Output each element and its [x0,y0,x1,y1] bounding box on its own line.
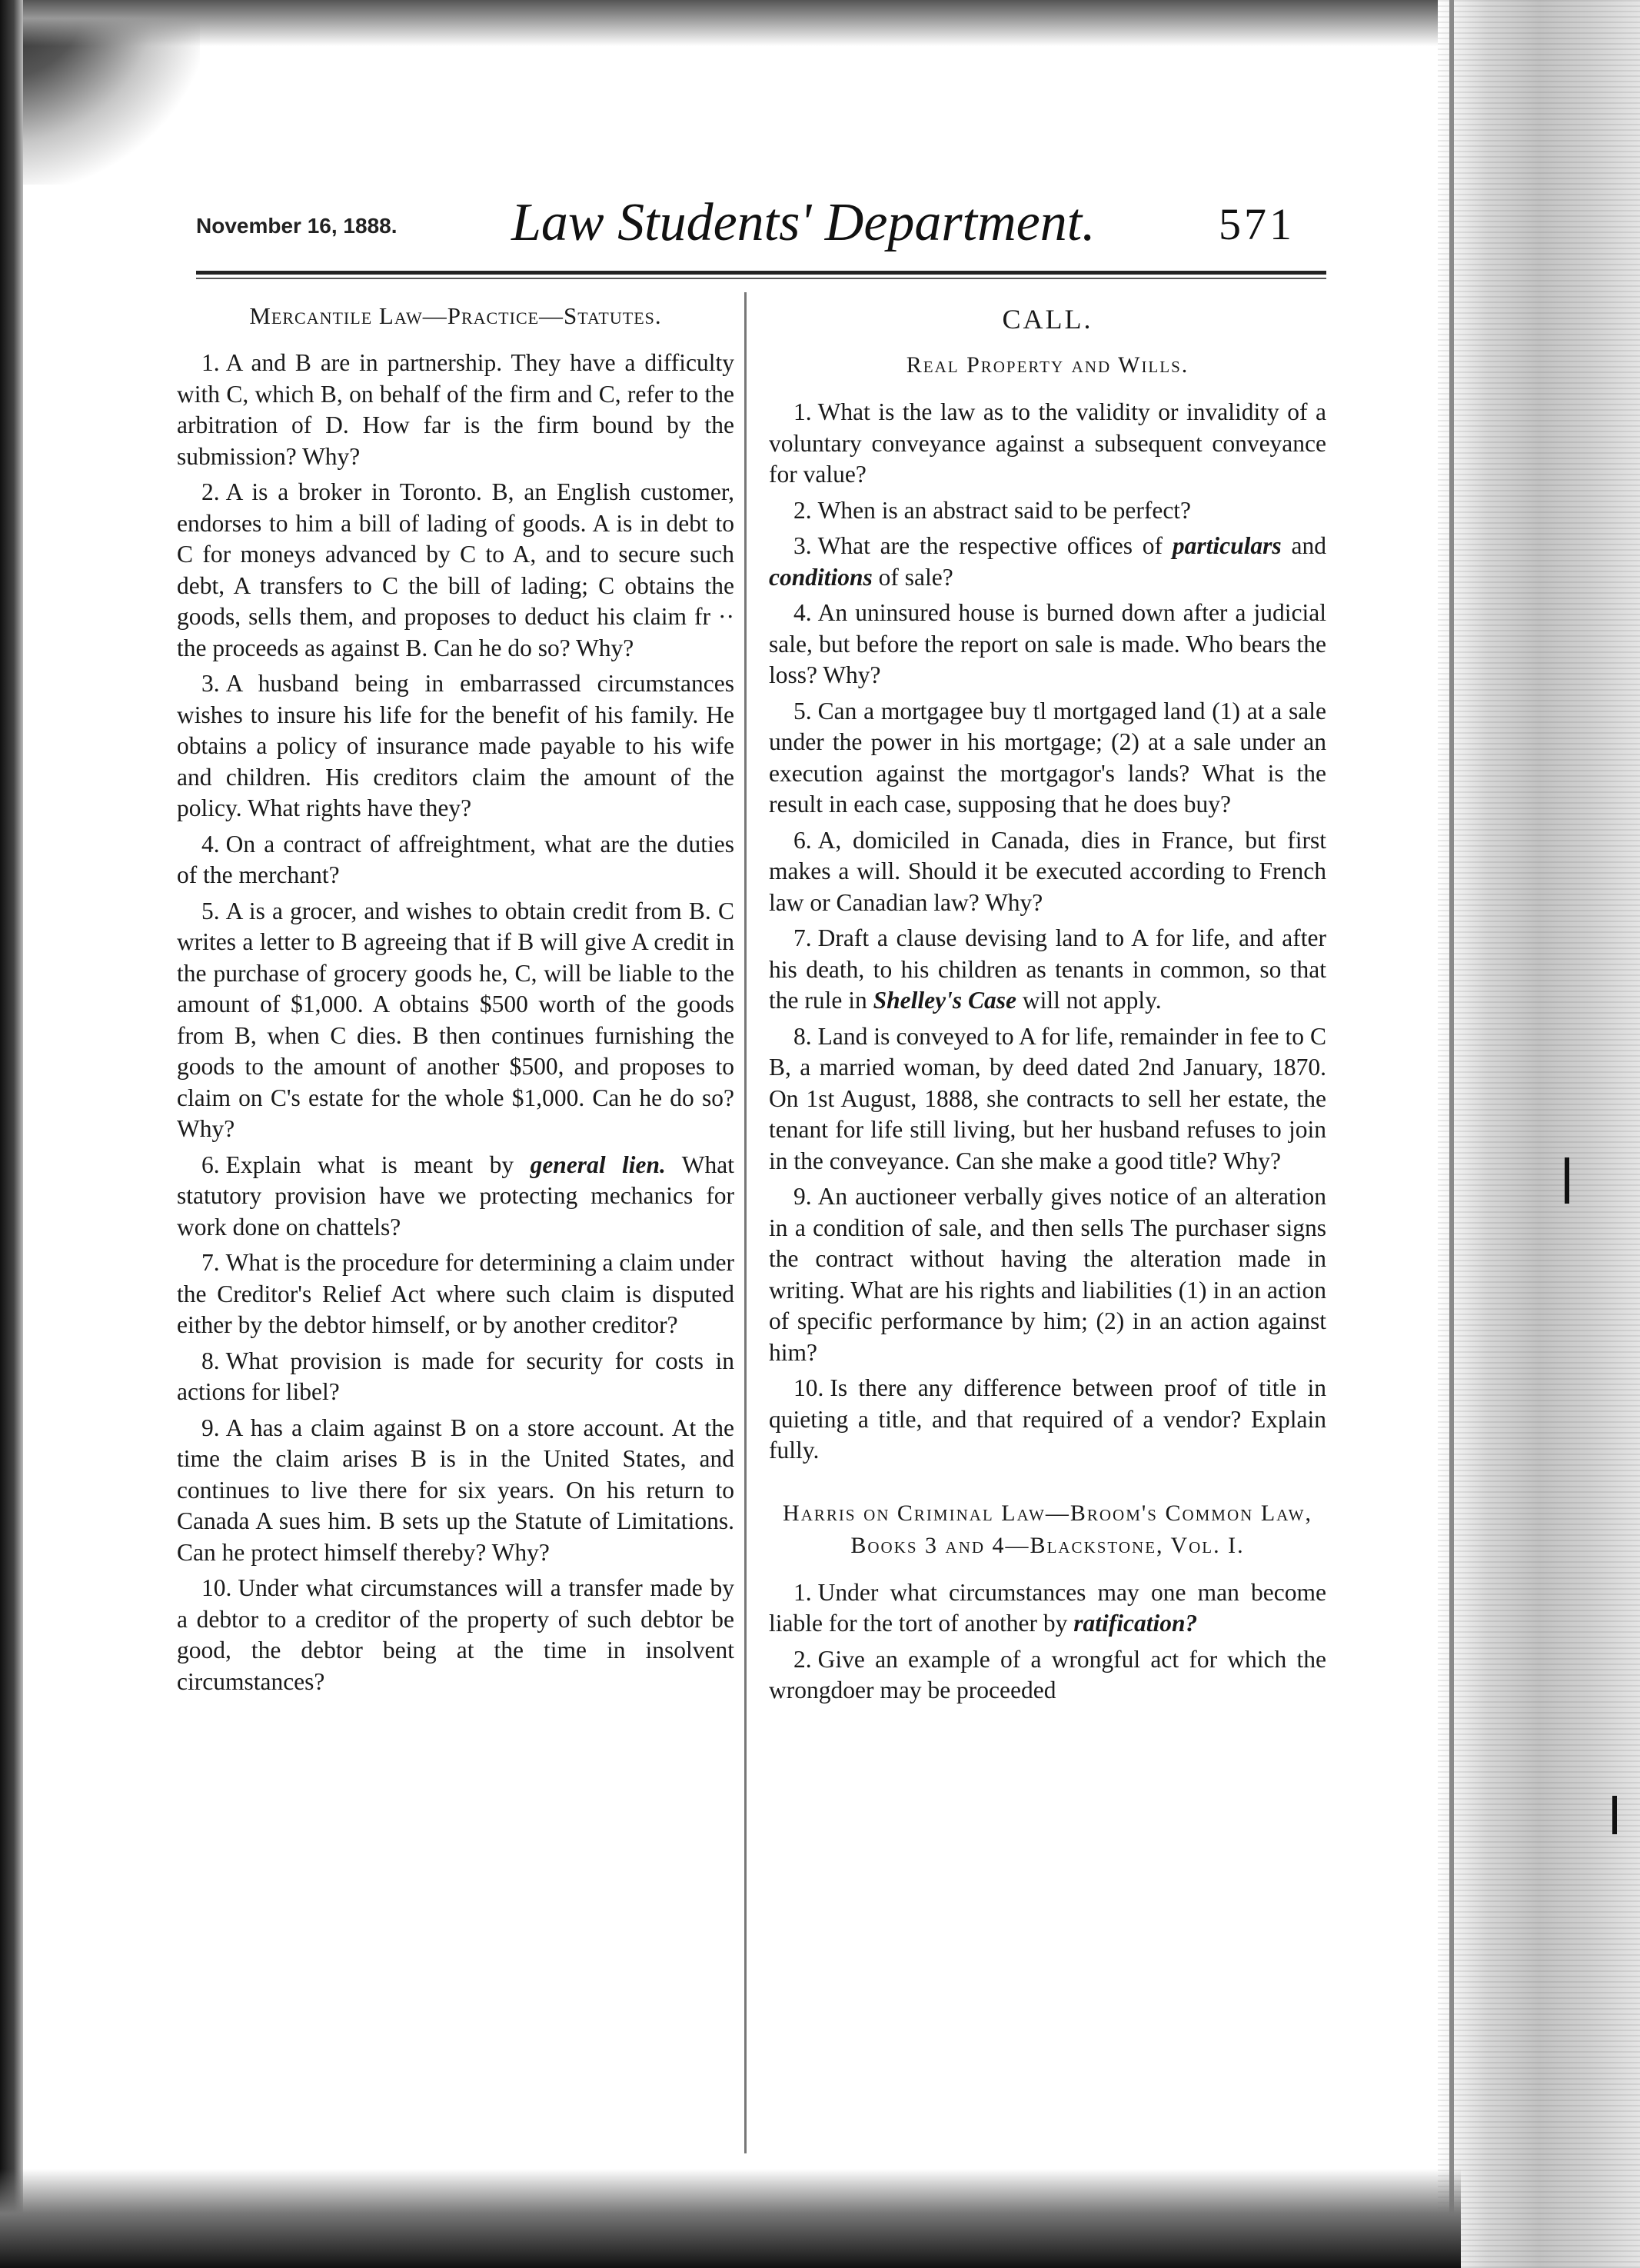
italic-term: general lien. [530,1151,666,1178]
question: 8. Land is conveyed to A for life, remainder in fee to C B, a married woman, by deed dated 2nd January, 1870. On 1st August, 1888, she contracts to sell her estate, the tenant for life still living, but her husband refuses to join in the conveyance. Can she make a good title? Why? [769,1022,1326,1174]
question: 1. What is the law as to the validity or invalidity of a voluntary conveyance against a subsequent conveyance for value? [769,398,1326,488]
page-number: 571 [1219,199,1295,249]
question: 5. Can a mortgagee buy tl mortgaged land (1) at a sale under the power in his mortgage; (2) at a sale under an execution against the mortgagor's lands? What is the result in each case, supposing that he does buy? [769,697,1326,818]
right-column [769,292,1326,1711]
question: 7. What is the procedure for determining a claim under the Creditor's Relief Act where such claim is disputed either by the debtor himself, or by another creditor? [177,1249,734,1338]
question: 1. A and B are in partnership. They have a difficulty with C, which B, on behalf of the firm and C, refer to the arbitration of D. How far is the firm bound by the submission? Why? [177,349,734,470]
column-divider [744,292,747,2153]
section-title: Harris on Criminal Law—Broom's Common Law, Books 3 and 4—Blackstone, Vol. I. [783,1500,1312,1558]
scan-shadow-bottom [0,2169,1461,2268]
scan-shadow-left [0,0,23,2268]
scan-shadow-top [0,0,1640,46]
question: 9. A has a claim against B on a store account. At the time the claim arises B is in the United States, and continues to live there for six years. On his return to Canada A sues him. B sets up the Statute of Limitations. Can he protect himself thereby? Why? [177,1414,734,1566]
section-title: Mercantile Law—Practice—Statutes. [249,302,662,329]
left-column [177,292,734,1702]
italic-term: particulars [1172,532,1282,559]
question: 1. Under what circumstances may one man become liable for the tort of another by ratification? [769,1578,1326,1637]
scan-fold-line [1449,0,1454,2268]
question: 4. On a contract of affreightment, what are the duties of the merchant? [177,830,734,888]
question: 8. What provision is made for security for costs in actions for libel? [177,1347,734,1405]
section-title: Real Property and Wills. [906,352,1189,378]
part-title: CALL. [1002,304,1093,335]
question: 2. Give an example of a wrongful act for which the wrongdoer may be proceeded [769,1645,1326,1703]
scan-page-edge-right [1438,0,1640,2268]
question: 3. What are the respective offices of particulars and conditions of sale? [769,532,1326,591]
italic-term: Shelley's Case [873,987,1016,1014]
question: 2. When is an abstract said to be perfect? [793,496,1192,524]
question: 7. Draft a clause devising land to A for life, and after his death, to his children as tenants in common, so that the rule in Shelley's Case will not apply. [769,924,1326,1014]
question: 5. A is a grocer, and wishes to obtain credit from B. C writes a letter to B agreeing that if B will give A credit in the purchase of grocery goods he, C, will be liable to the amount of $1,000. A obtains $500 worth of the goods from B, when C dies. B then continues furnishing the goods to the amount of another $500, and proposes to claim on C's estate for the whole $1,000. Can he do so? Why? [177,897,734,1142]
page-header [196,192,1395,277]
question: 10. Is there any difference between proof of title in quieting a title, and that required of a vendor? Explain fully. [769,1374,1326,1464]
scan-mark [1612,1796,1617,1834]
header-rule-thin [196,278,1326,279]
question: 10. Under what circumstances will a transfer made by a debtor to a creditor of the property of such debtor be good, the debtor being at the time in insolvent circumstances? [177,1574,734,1695]
question: 9. An auctioneer verbally gives notice of an alteration in a condition of sale, and then sells The purchaser signs the contract without having the alteration made in writing. What are his rights and liabilities (1) in an action of specific performance by him; (2) in an action against him? [769,1183,1326,1366]
running-title: Law Students' Department. [511,193,1096,252]
question: 2. A is a broker in Toronto. B, an English customer, endorses to him a bill of lading of goods. A is in debt to C for moneys advanced by C to A, and to secure such debt, A transfers to C the bill of lading; C obtains the goods, sells them, and proposes to deduct his claim fr ·· the proceeds as against B. Can he do so? Why? [177,478,734,661]
scan-mark [1565,1157,1569,1204]
header-rule [196,271,1326,275]
question: 3. A husband being in embarrassed circumstances wishes to insure his life for the benefit of his family. He obtains a policy of insurance made payable to his wife and children. His creditors claim the amount of the policy. What rights have they? [177,670,734,821]
question: 4. An uninsured house is burned down after a judicial sale, but before the report on sale is made. Who bears the loss? Why? [769,599,1326,688]
question: 6. Explain what is meant by general lien. What statutory provision have we protecting mechanics for work done on chattels? [177,1151,735,1241]
italic-term: conditions [769,563,873,591]
issue-date: November 16, 1888. [196,214,398,238]
question: 6. A, domiciled in Canada, dies in France, but first makes a will. Should it be executed according to French law or Canadian law? Why? [769,826,1326,916]
italic-term: ratification? [1073,1610,1198,1637]
